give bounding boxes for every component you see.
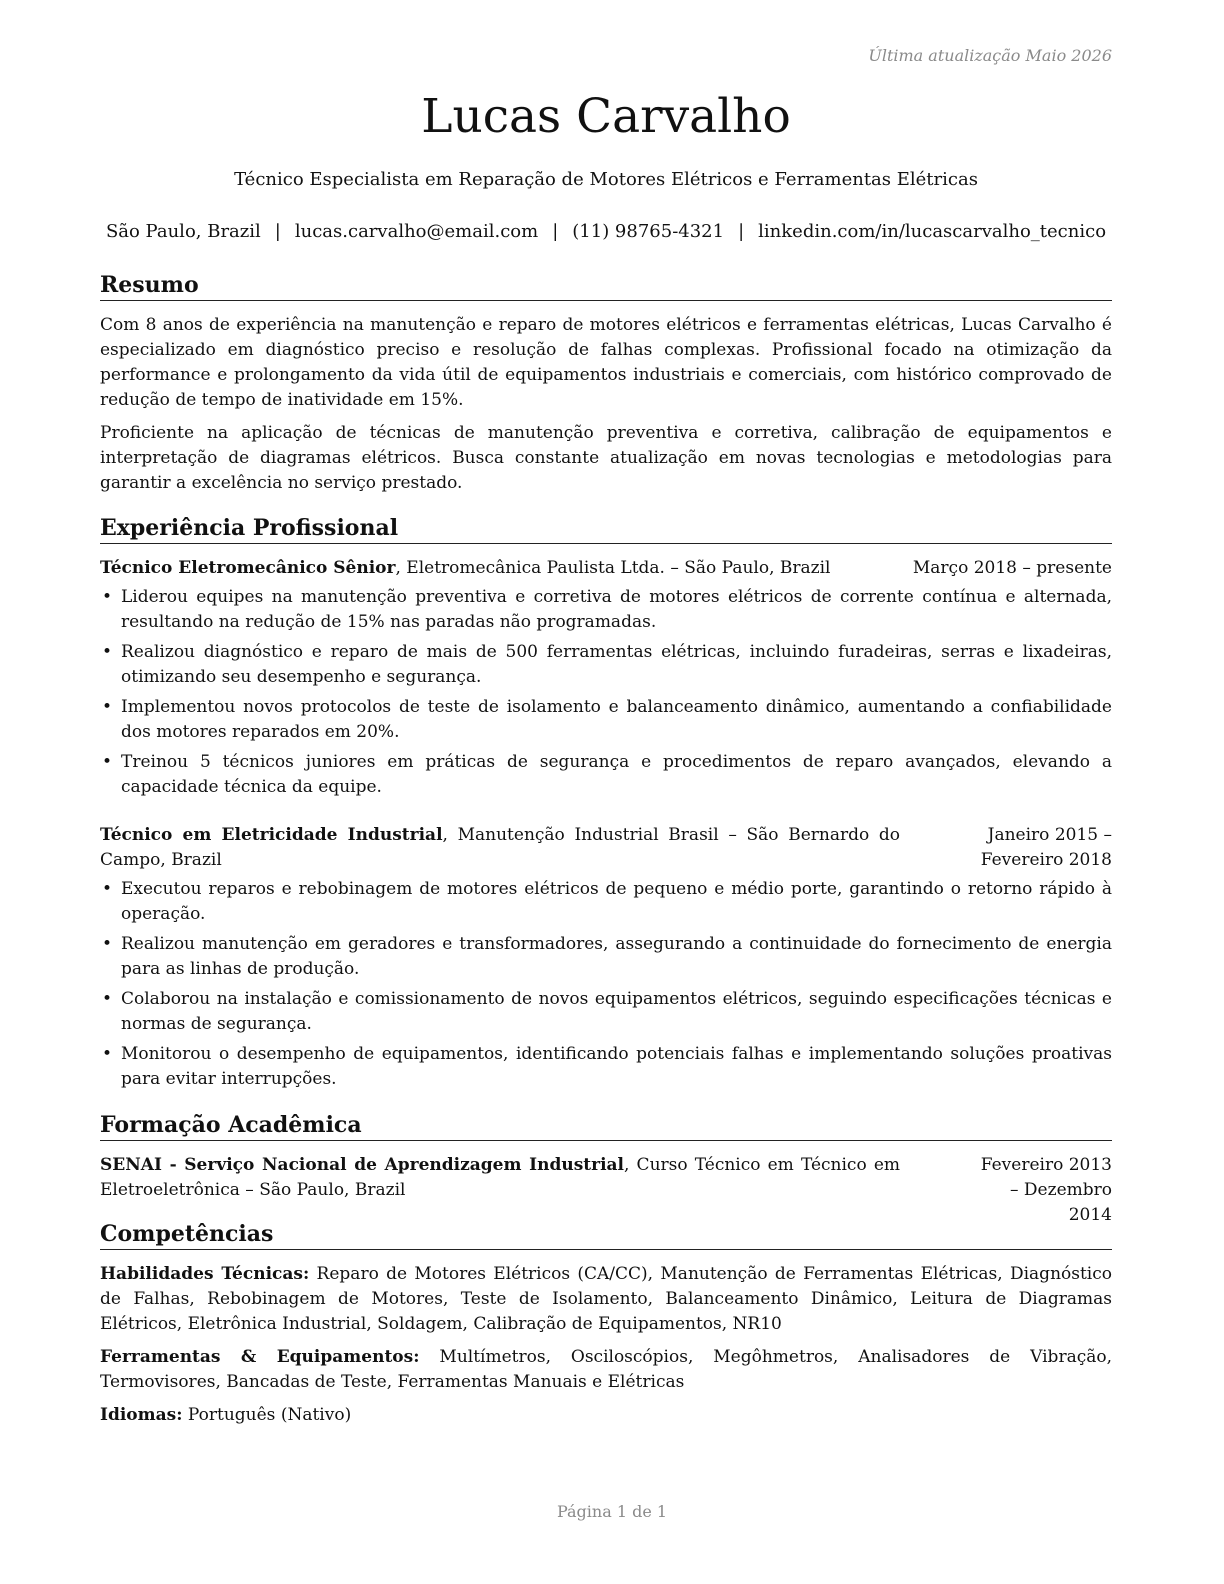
job-dates: Março 2018 – presente [912,558,1112,578]
skills-label: Habilidades Técnicas: [100,1264,310,1284]
skills-section [100,1219,1112,1436]
bullet-glyph: • [102,697,113,717]
summary-paragraph: Com 8 anos de experiência na manutenção e reparo de motores elétricos e ferramentas elétricas, Lucas Carvalho é especializado em diagnóstico preciso e resolução de falhas complexas. Profissional focado na otimização da performance e prolongamento da vida útil de equipamentos industriais e comerciais, com histórico comprovado de redução de tempo de inatividade em 15%. [100,315,1112,410]
list-item [100,987,1112,1037]
list-item [100,1042,1112,1092]
education-institution: SENAI - Serviço Nacional de Aprendizagem Industrial [100,1155,625,1175]
bullet-text: Colaborou na instalação e comissionamento de novos equipamentos elétricos, seguindo especificações técnicas e normas de segurança. [121,989,1112,1034]
section-title-summary: Resumo [100,270,1112,301]
bullet-glyph: • [102,989,113,1009]
skills-value: Multímetros, Osciloscópios, Megôhmetros, Analisadores de Vibração, Termovisores, Bancadas de Teste, Ferramentas Manuais e Elétricas [100,1347,1112,1392]
job-title-line [100,823,900,873]
section-title-experience: Experiência Profissional [100,513,1112,544]
section-title-education: Formação Acadêmica [100,1110,1112,1141]
job-bullets [100,585,1112,800]
bullet-text: Realizou manutenção em geradores e transformadores, assegurando a continuidade do fornecimento de energia para as linhas de produção. [121,934,1112,979]
job-role: Técnico em Eletricidade Industrial [100,825,443,845]
candidate-name: Lucas Carvalho [421,89,791,144]
contact-line [100,220,1112,244]
candidate-headline: Técnico Especialista em Reparação de Motores Elétricos e Ferramentas Elétricas [234,169,978,190]
last-updated: Última atualização Maio 2026 [868,46,1112,65]
job-title-line [100,556,920,581]
page-number: Página 1 de 1 [556,1502,668,1521]
skills-value: Reparo de Motores Elétricos (CA/CC), Manutenção de Ferramentas Elétricas, Diagnóstico de Falhas, Rebobinagem de Motores, Teste de Isolamento, Balanceamento Dinâmico, Leitura de Diagramas Elétricos, Eletrônica Industrial, Soldagem, Calibração de Equipamentos, NR10 [100,1264,1112,1334]
bullet-glyph: • [102,934,113,954]
education-entry [100,1153,1112,1225]
education-details: , Curso Técnico em Técnico em Eletroeletrônica – São Paulo, Brazil [100,1155,901,1200]
skills-group [100,1403,1112,1428]
list-item [100,877,1112,927]
list-item [100,640,1112,690]
job-entry [100,556,1112,800]
bullet-text: Executou reparos e rebobinagem de motores elétricos de pequeno e médio porte, garantindo o retorno rápido à operação. [121,879,1112,924]
job-entry [100,823,1112,1092]
education-title-line [100,1153,900,1203]
experience-section [100,513,1112,1097]
bullet-text: Monitorou o desempenho de equipamentos, identificando potenciais falhas e implementando soluções proativas para evitar interrupções. [121,1044,1112,1089]
contact-phone: (11) 98765-4321 [572,221,725,242]
bullet-text: Treinou 5 técnicos juniores em práticas de segurança e procedimentos de reparo avançados, elevando a capacidade técnica da equipe. [121,752,1112,797]
job-company: , Manutenção Industrial Brasil – São Bernardo do Campo, Brazil [100,825,900,870]
summary-section [100,270,1112,504]
contact-separator: | [738,221,745,242]
bullet-text: Implementou novos protocolos de teste de isolamento e balanceamento dinâmico, aumentando a confiabilidade dos motores reparados em 20%. [121,697,1112,742]
skills-group [100,1345,1112,1395]
list-item [100,695,1112,745]
bullet-glyph: • [102,752,113,772]
skills-label: Ferramentas & Equipamentos: [100,1347,420,1367]
contact-linkedin[interactable]: linkedin.com/in/lucascarvalho_tecnico [758,221,1107,242]
summary-paragraph: Proficiente na aplicação de técnicas de manutenção preventiva e corretiva, calibração de equipamentos e interpretação de diagramas elétricos. Busca constante atualização em novas tecnologias e metodologias para garantir a excelência no serviço prestado. [100,423,1112,493]
list-item [100,932,1112,982]
skills-group [100,1262,1112,1337]
bullet-glyph: • [102,1044,113,1064]
education-dates: Fevereiro 2013 – Dezembro 2014 [980,1155,1112,1225]
contact-location: São Paulo, Brazil [105,221,261,242]
section-title-skills: Competências [100,1219,1112,1250]
job-dates: Janeiro 2015 – Fevereiro 2018 [980,825,1112,870]
job-header [100,556,1112,581]
job-role: Técnico Eletromecânico Sênior [100,558,396,578]
education-section [100,1110,1112,1225]
job-bullets [100,877,1112,1092]
list-item [100,585,1112,635]
bullet-glyph: • [102,587,113,607]
list-item [100,750,1112,800]
contact-email[interactable]: lucas.carvalho@email.com [294,221,539,242]
job-header [100,823,1112,873]
bullet-text: Realizou diagnóstico e reparo de mais de 500 ferramentas elétricas, incluindo furadeiras, serras e lixadeiras, otimizando seu desempenho e segurança. [121,642,1112,687]
bullet-glyph: • [102,879,113,899]
job-company: , Eletromecânica Paulista Ltda. – São Paulo, Brazil [395,558,831,578]
bullet-text: Liderou equipes na manutenção preventiva e corretiva de motores elétricos de corrente contínua e alternada, resultando na redução de 15% nas paradas não programadas. [121,587,1112,632]
bullet-glyph: • [102,642,113,662]
skills-label: Idiomas: [100,1405,183,1425]
contact-separator: | [274,221,281,242]
skills-value: Português (Nativo) [182,1405,352,1425]
contact-separator: | [552,221,559,242]
